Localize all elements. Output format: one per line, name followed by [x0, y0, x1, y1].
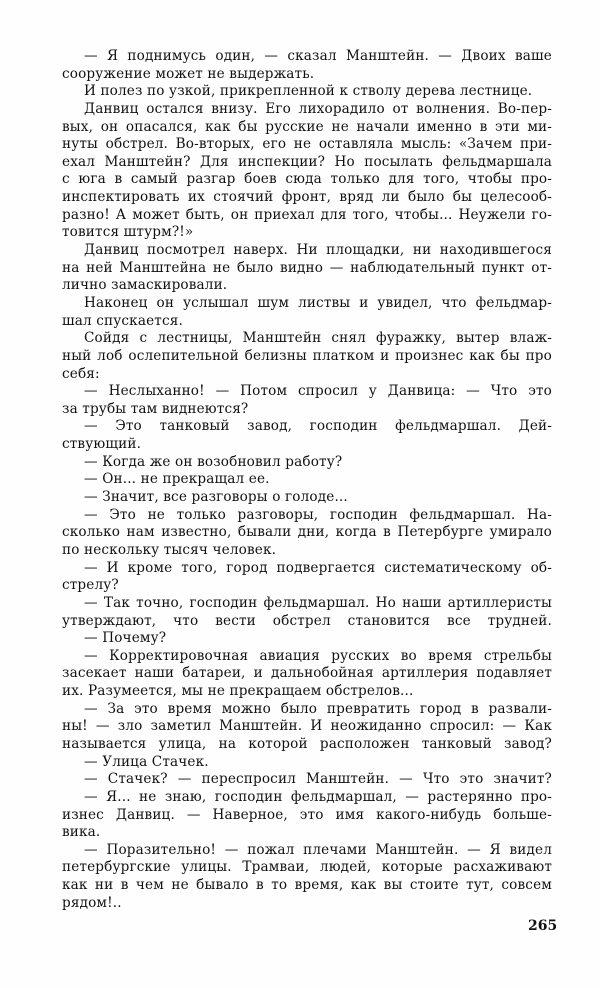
text-line: петербургские улицы. Трамваи, людей, которые расхаживают: [62, 859, 552, 876]
page-number: 265: [528, 918, 558, 934]
text-line: лично замаскировали.: [62, 277, 228, 294]
text-line: — Корректировочная авиация русских во время стрельбы: [84, 647, 552, 664]
text-line: — Он... не прекращал ее.: [84, 471, 270, 488]
text-line: утверждают, что вести обстрел становится все трудней.: [62, 612, 552, 629]
text-line: — Так точно, господин фельдмаршал. Но наши артиллеристы: [84, 594, 552, 611]
text-line: Наконец он услышал шум листвы и увидел, что фельдмар-: [84, 294, 552, 311]
text-line: называется улица, на которой расположен танковый завод?: [62, 735, 552, 752]
text-line: засекает наши батареи, и дальнобойная артиллерия подавляет: [62, 665, 552, 682]
page-body-text: [62, 48, 552, 912]
text-line: за трубы там виднеются?: [62, 400, 249, 417]
text-line: с юга в самый разгар боев сюда только для того, чтобы про-: [62, 171, 552, 188]
text-line: сколько нам известно, бывали дни, когда в Петербурге умирало: [62, 524, 552, 541]
text-line: Данвиц посмотрел наверх. Ни площадки, ни находившегося: [84, 242, 552, 259]
text-line: на ней Манштейна не было видно — наблюдательный пункт от-: [62, 259, 552, 276]
text-line: — Я поднимусь один, — сказал Манштейн. — Двоих ваше: [84, 48, 552, 64]
text-line: изнес Данвиц. — Наверное, это имя какого-нибудь больше-: [62, 806, 552, 823]
text-line: вика.: [62, 824, 101, 841]
text-line: — Почему?: [84, 630, 167, 647]
text-line: товится штурм?!»: [62, 224, 194, 241]
text-line: — Поразительно! — пожал плечами Манштейн. — Я видел: [84, 841, 552, 858]
text-line: — Это танковый завод, господин фельдмаршал. Дей-: [84, 418, 552, 435]
text-line: разно! А может быть, он приехал для того, чтобы... Неужели го-: [62, 206, 552, 223]
text-line: по нескольку тысяч человек.: [62, 541, 277, 558]
text-line: ехал Манштейн? Для инспекции? Но посылать фельдмаршала: [62, 153, 552, 170]
text-line: И полез по узкой, прикрепленной к стволу дерева лестнице.: [84, 83, 533, 100]
text-line: их. Разумеется, мы не прекращаем обстрелов...: [62, 683, 414, 700]
text-line: ствующий.: [62, 436, 142, 453]
text-line: — Неслыханно! — Потом спросил у Данвица: — Что это: [84, 383, 552, 400]
text-line: — Улица Стачек.: [84, 753, 209, 770]
text-line: — Когда же он возобновил работу?: [84, 453, 343, 470]
text-line: стрелу?: [62, 577, 119, 594]
text-line: — Я... не знаю, господин фельдмаршал, — растерянно про-: [84, 788, 552, 805]
text-line: ны! — зло заметил Манштейн. И неожиданно спросил: — Как: [62, 718, 552, 735]
text-line: — Значит, все разговоры о голоде...: [84, 489, 348, 506]
text-line: нуты обстрел. Во-вторых, его не оставляла мысль: «Зачем при-: [62, 136, 552, 153]
text-line: шал спускается.: [62, 312, 183, 329]
text-line: — Стачек? — переспросил Манштейн. — Что это значит?: [84, 771, 552, 788]
text-line: ный лоб ослепительной белизны платком и произнес как бы про: [62, 347, 552, 364]
text-line: вых, он опасался, как бы русские не начали именно в эти ми-: [62, 118, 552, 135]
text-line: — Это не только разговоры, господин фельдмаршал. На-: [84, 506, 552, 523]
text-line: Сойдя с лестницы, Манштейн снял фуражку, вытер влаж-: [84, 330, 552, 347]
text-line: как ни в чем не бывало в то время, как вы стоите тут, совсем: [62, 877, 552, 894]
text-line: себя:: [62, 365, 100, 382]
text-line: — За это время можно было превратить город в развали-: [84, 700, 552, 717]
text-line: Данвиц остался внизу. Его лихорадило от волнения. Во-пер-: [84, 100, 552, 117]
text-line: инспектировать их стоячий фронт, вряд ли было бы целесооб-: [62, 189, 552, 206]
text-line: рядом!..: [62, 894, 122, 911]
text-line: — И кроме того, город подвергается систематическому об-: [84, 559, 552, 576]
text-line: сооружение может не выдержать.: [62, 65, 315, 82]
